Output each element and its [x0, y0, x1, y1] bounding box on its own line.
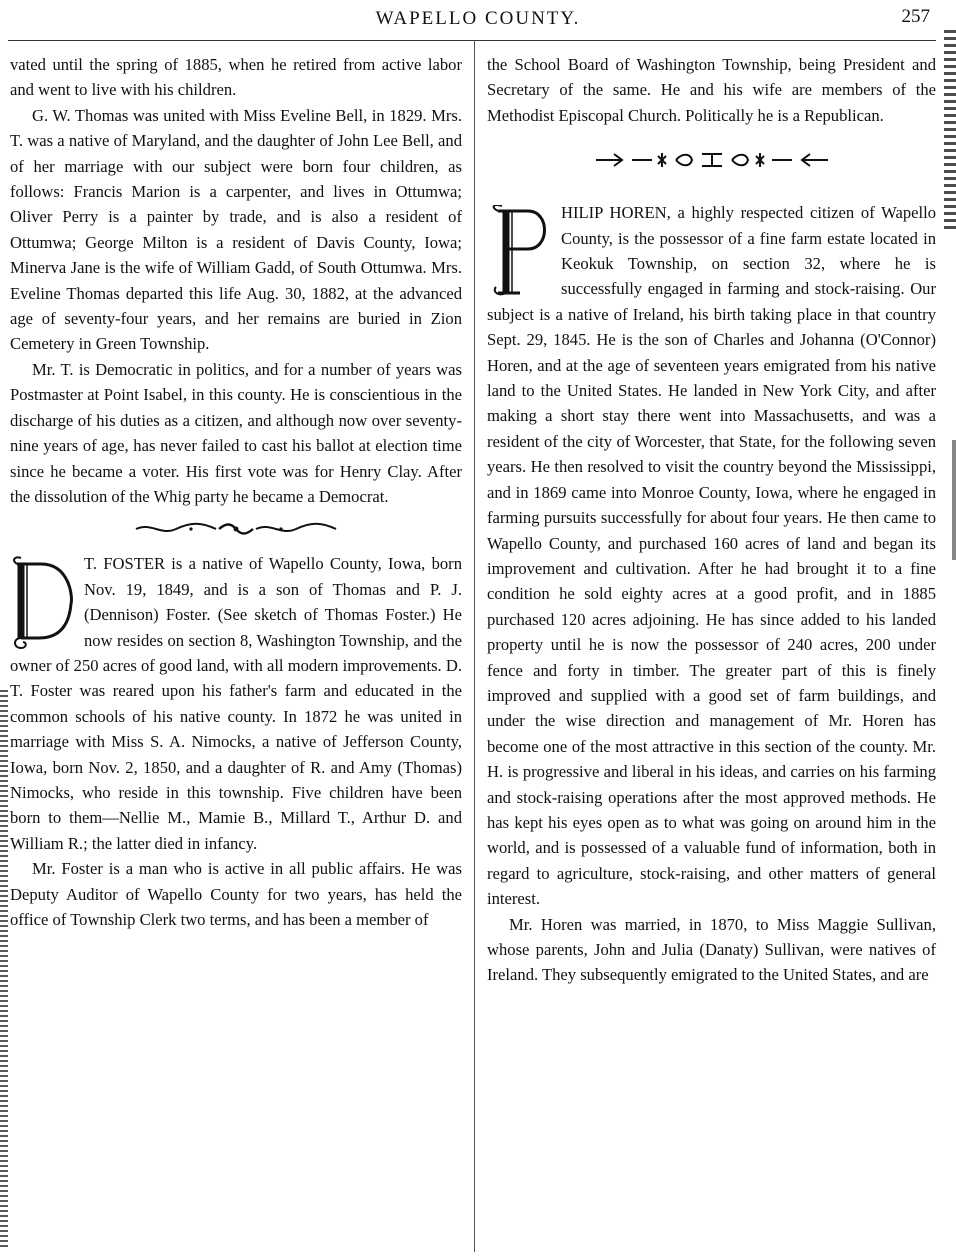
- dropcap-p: [487, 204, 555, 300]
- page-number: 257: [901, 6, 930, 27]
- flourish-ornament-icon: [592, 151, 832, 169]
- paragraph-thomas-politics: Mr. T. is Democratic in politics, and for a number of years was Postmaster at Point Isabel, in this county. He is conscientious in the discharge of his duties as a citizen, and although now over seventy-nine years of age, has never failed to cast his ballot at election time since he became a voter. His first vote was for Henry Clay. After the dissolution of the Whig party he became a Democrat.: [10, 359, 462, 506]
- binding-edge-left: [0, 690, 8, 1250]
- flourish-ornament-icon: [131, 520, 341, 538]
- column-divider: [474, 40, 475, 1252]
- paragraph-horen-bio: [487, 200, 936, 911]
- section-ornament-right: [487, 146, 936, 174]
- paragraph-foster-continued: the School Board of Washington Township, being President and Secretary of the same. He and his wife are members of the Methodist Episcopal Church. Politically he is a Republican.: [487, 55, 936, 125]
- paragraph-thomas-continued: vated until the spring of 1885, when he retired from active labor and went to live with his children.: [10, 55, 462, 100]
- binding-edge-right-top: [944, 30, 956, 230]
- paragraph-thomas-marriage: G. W. Thomas was united with Miss Eveline Bell, in 1829. Mrs. T. was a native of Maryland, and the daughter of John Lee Bell, and of her marriage with our subject were born four children, as follows: Francis Marion is a carpenter, and lives in Ottumwa; Oliver Perry is a painter by trade, and is also a resident of Ottumwa; George Milton is a resident of Davis County, Iowa; Minerva Jane is the wife of William Gadd, of South Ottumwa. Mrs. Eveline Thomas departed this life Aug. 30, 1882, at the advanced age of seventy-four years, and her remains are buried in Zion Cemetery in Green Township.: [10, 105, 462, 354]
- dropcap-d: [10, 555, 78, 651]
- ornamental-letter-d-icon: [11, 556, 77, 650]
- foster-bio-text: T. FOSTER is a native of Wapello County, Iowa, born Nov. 19, 1849, and is a son of Thomas and P. J. (Dennison) Foster. (See sketch of Thomas Foster.) He now resides on section 8, Washington Township, and the owner of 250 acres of good land, with all modern improvements. D. T. Foster was reared upon his father's farm and educated in the common schools of his native county. In 1872 he was united in marriage with Miss S. A. Nimocks, a native of Jefferson County, Iowa, born Nov. 2, 1850, and a daughter of R. and Amy (Thomas) Nimocks, who reside in this township. Five children have been born to them—Nellie M., Mamie B., Millard T., Arthur D. and William R.; the latter died in infancy.: [10, 554, 462, 853]
- paragraph-horen-marriage: Mr. Horen was married, in 1870, to Miss Maggie Sullivan, whose parents, John and Julia (Danaty) Sullivan, were natives of Ireland. They subsequently emigrated to the United States, and are: [487, 914, 936, 985]
- binding-edge-right-mid: [952, 440, 956, 560]
- paragraph-foster-bio: [10, 551, 462, 856]
- ornamental-letter-p-icon: [488, 205, 554, 299]
- page-header: [0, 4, 956, 34]
- right-column: [487, 52, 936, 988]
- left-column: [10, 52, 462, 932]
- header-rule: [8, 40, 936, 41]
- running-head: WAPELLO COUNTY.: [375, 8, 581, 29]
- horen-bio-text: HILIP HOREN, a highly respected citizen of Wapello County, is the possessor of a fine farm estate located in Keokuk Township, on section 32, where he is successfully engaged in farming and stock-raising. Our subject is a native of Ireland, his birth taking place in that country Sept. 29, 1845. He is the son of Charles and Johanna (O'Connor) Horen, and at the age of seventeen years emigrated from his native land to the United States. He landed in New York City, and after making a short stay there went into Massachusetts, and was a resident of the city of Worcester, that State, for the following seven years. He then resolved to visit the country beyond the Mississippi, and in 1869 came into Monroe County, Iowa, where he engaged in farming pursuits successfully for about four years. He then came to Wapello County, and purchased 160 acres of land and began its improvement and cultivation. After he had brought it to a fine condition he sold eighty acres at a good profit, and in 1885 purchased 120 acres adjoining. He has since added to his landed property until he is now the possessor of 240 acres, 200 under fence and forty in timber. The greater part of this is finely improved and supplied with a good set of farm buildings, and under the wise direction and management of Mr. Horen has become one of the most attractive in this section of the county. Mr. H. is progressive and liberal in his ideas, and carries on his farming and stock-raising operations after the most approved methods. He has kept his eyes open as to what was going on around him in the world, and is possessed of a valuable fund of information, both in regard to agriculture, stock-raising, and other matters of general interest.: [487, 203, 936, 909]
- section-ornament-left: [10, 515, 462, 543]
- paragraph-foster-public: Mr. Foster is a man who is active in all public affairs. He was Deputy Auditor of Wapello County for two years, has held the office of Township Clerk two terms, and has been a member of: [10, 859, 462, 929]
